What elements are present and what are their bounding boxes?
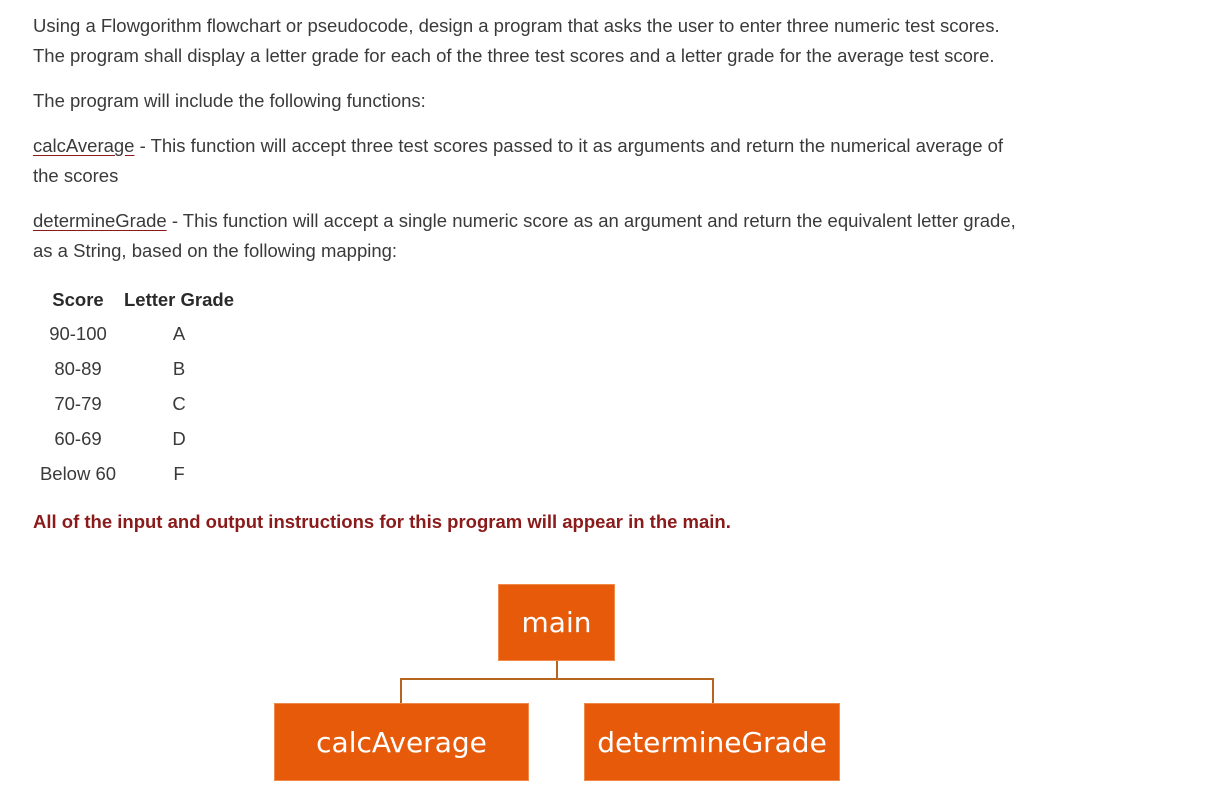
- intro-line-2: The program shall display a letter grade for each of the three test scores and a letter grade for the average test score.: [33, 45, 995, 66]
- score-cell: Below 60: [39, 462, 117, 484]
- determine-grade-description: [33, 206, 1016, 236]
- table-row: [33, 316, 235, 351]
- main-module-box: main: [498, 584, 615, 661]
- determine-grade-module-box: determineGrade: [584, 703, 840, 781]
- grade-cell: B: [172, 357, 186, 379]
- intro-line-1: Using a Flowgorithm flowchart or pseudocode, design a program that asks the user to enter three numeric test scores.: [33, 15, 1000, 36]
- score-cell: 80-89: [54, 357, 102, 379]
- connector-calc-stem: [400, 678, 402, 703]
- calc-average-description: [33, 131, 1003, 161]
- grade-cell: A: [172, 322, 186, 344]
- determine-grade-desc-line-1: - This function will accept a single numeric score as an argument and return the equivalent letter grade,: [166, 210, 1016, 231]
- connector-determine-stem: [712, 678, 714, 703]
- letter-grade-header: Letter Grade: [123, 288, 234, 310]
- table-row: [33, 456, 235, 491]
- score-cell: 60-69: [54, 427, 102, 449]
- io-note: All of the input and output instructions for this program will appear in the main.: [33, 511, 731, 532]
- table-row: [33, 351, 235, 386]
- connector-horizontal: [400, 678, 714, 680]
- functions-intro: The program will include the following functions:: [33, 90, 426, 111]
- calc-average-desc-line-1: - This function will accept three test scores passed to it as arguments and return the numerical average of: [134, 135, 1004, 156]
- grade-cell: F: [173, 462, 185, 484]
- table-row: [33, 386, 235, 421]
- connector-main-stem: [556, 661, 558, 679]
- determine-grade-function-name: determineGrade: [33, 210, 167, 231]
- calc-average-desc-line-2: the scores: [33, 165, 119, 186]
- calc-average-function-name: calcAverage: [33, 135, 135, 156]
- table-header-row: [33, 283, 235, 316]
- determine-grade-desc-line-2: as a String, based on the following mapping:: [33, 240, 398, 261]
- score-header: Score: [52, 288, 104, 310]
- table-row: [33, 421, 235, 456]
- calc-average-module-box: calcAverage: [274, 703, 529, 781]
- grade-cell: D: [172, 427, 186, 449]
- grade-mapping-table: [33, 283, 235, 491]
- grade-cell: C: [172, 392, 186, 414]
- score-cell: 90-100: [49, 322, 107, 344]
- score-cell: 70-79: [54, 392, 102, 414]
